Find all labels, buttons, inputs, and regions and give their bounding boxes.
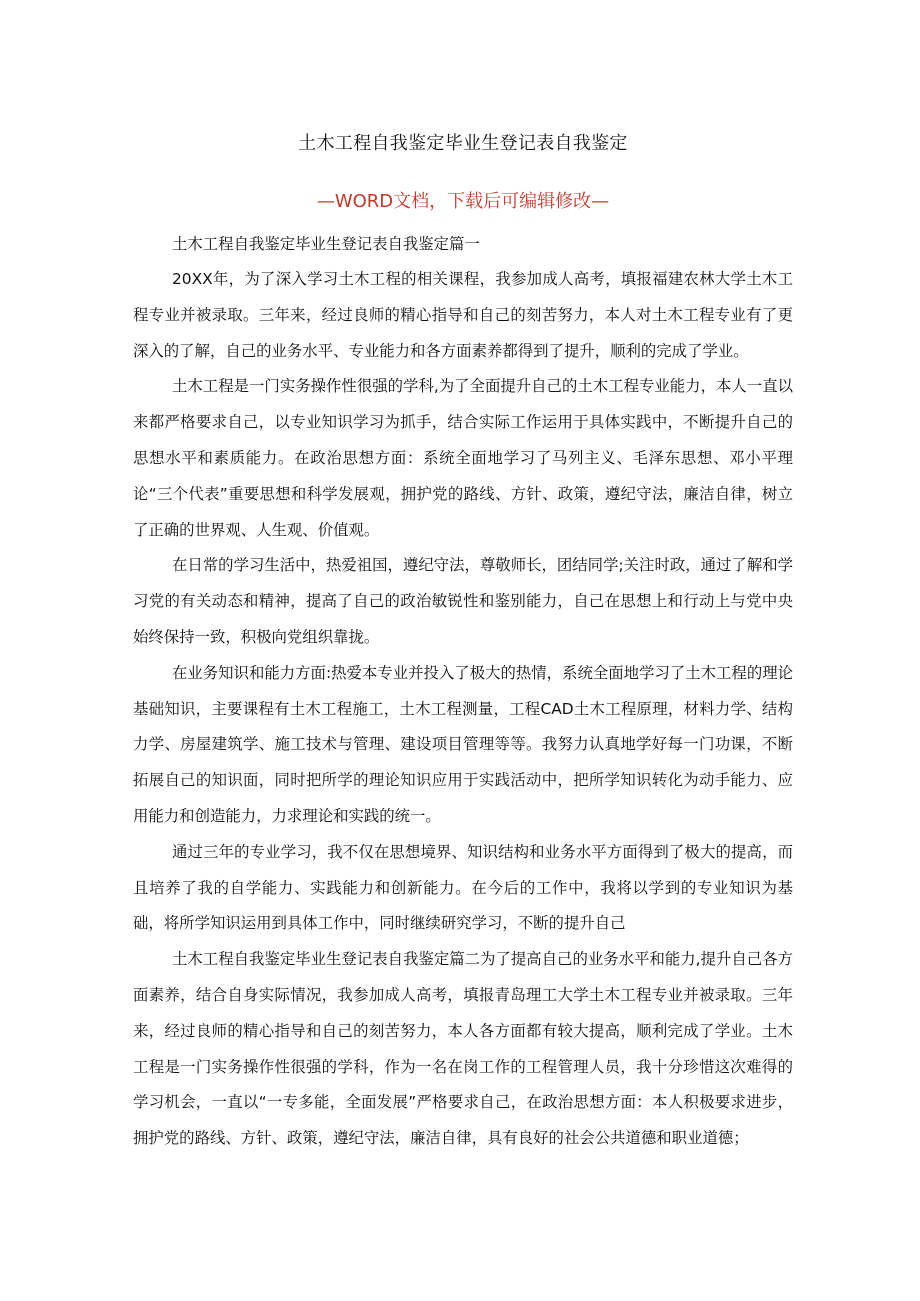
paragraph: 20XX年，为了深入学习土木工程的相关课程，我参加成人高考，填报福建农林大学土木工程专业并被录取。三年来，经过良师的精心指导和自己的刻苦努力，本人对土木工程专业有了更深入的了解，自己的业务水平、专业能力和各方面素养都得到了提升，顺利的完成了学业。	[133, 270, 793, 360]
paragraph: 通过三年的专业学习，我不仅在思想境界、知识结构和业务水平方面得到了极大的提高，而且培养了我的自学能力、实践能力和创新能力。在今后的工作中，我将以学到的专业知识为基础，将所学知识运用到具体工作中，同时继续研究学习，不断的提升自己	[133, 842, 793, 933]
document-page	[133, 128, 793, 1157]
document-title: 土木工程自我鉴定毕业生登记表自我鉴定	[298, 133, 628, 154]
paragraph: 土木工程是一门实务操作性很强的学科,为了全面提升自己的土木工程专业能力，本人一直以来都严格要求自己，以专业知识学习为抓手，结合实际工作运用于具体实践中，不断提升自己的思想水平和素质能力。在政治思想方面：系统全面地学习了马列主义、毛泽东思想、邓小平理论“三个代表”重要思想和科学发展观，拥护党的路线、方针、政策，遵纪守法，廉洁自律，树立了正确的世界观、人生观、价值观。	[133, 377, 793, 539]
section-heading: 土木工程自我鉴定毕业生登记表自我鉴定篇一	[172, 235, 480, 253]
paragraph: 在业务知识和能力方面:热爱本专业并投入了极大的热情，系统全面地学习了土木工程的理论基础知识，主要课程有土木工程施工，土木工程测量，工程CAD土木工程原理，材料力学、结构力学、房屋建筑学、施工技术与管理、建设项目管理等等。我努力认真地学好每一门功课，不断拓展自己的知识面，同时把所学的理论知识应用于实践活动中，把所学知识转化为动手能力、应用能力和创造能力，力求理论和实践的统一。	[133, 663, 793, 825]
paragraph: 土木工程自我鉴定毕业生登记表自我鉴定篇二为了提高自己的业务水平和能力,提升自己各方面素养，结合自身实际情况，我参加成人高考，填报青岛理工大学土木工程专业并被录取。三年来，经过良师的精心指导和自己的刻苦努力，本人各方面都有较大提高，顺利完成了学业。土木工程是一门实务操作性很强的学科，作为一名在岗工作的工程管理人员，我十分珍惜这次难得的学习机会，一直以“一专多能，全面发展”严格要求自己，在政治思想方面：本人积极要求进步，拥护党的路线、方针、政策，遵纪守法，廉洁自律，具有良好的社会公共道德和职业道德；	[133, 950, 793, 1148]
paragraph: 在日常的学习生活中，热爱祖国，遵纪守法，尊敬师长，团结同学;关注时政，通过了解和学习党的有关动态和精神，提高了自己的政治敏锐性和鉴别能力，自己在思想上和行动上与党中央始终保持一致，积极向党组织靠拢。	[133, 556, 793, 646]
document-subtitle: —WORD文档，下载后可编辑修改—	[316, 191, 610, 212]
